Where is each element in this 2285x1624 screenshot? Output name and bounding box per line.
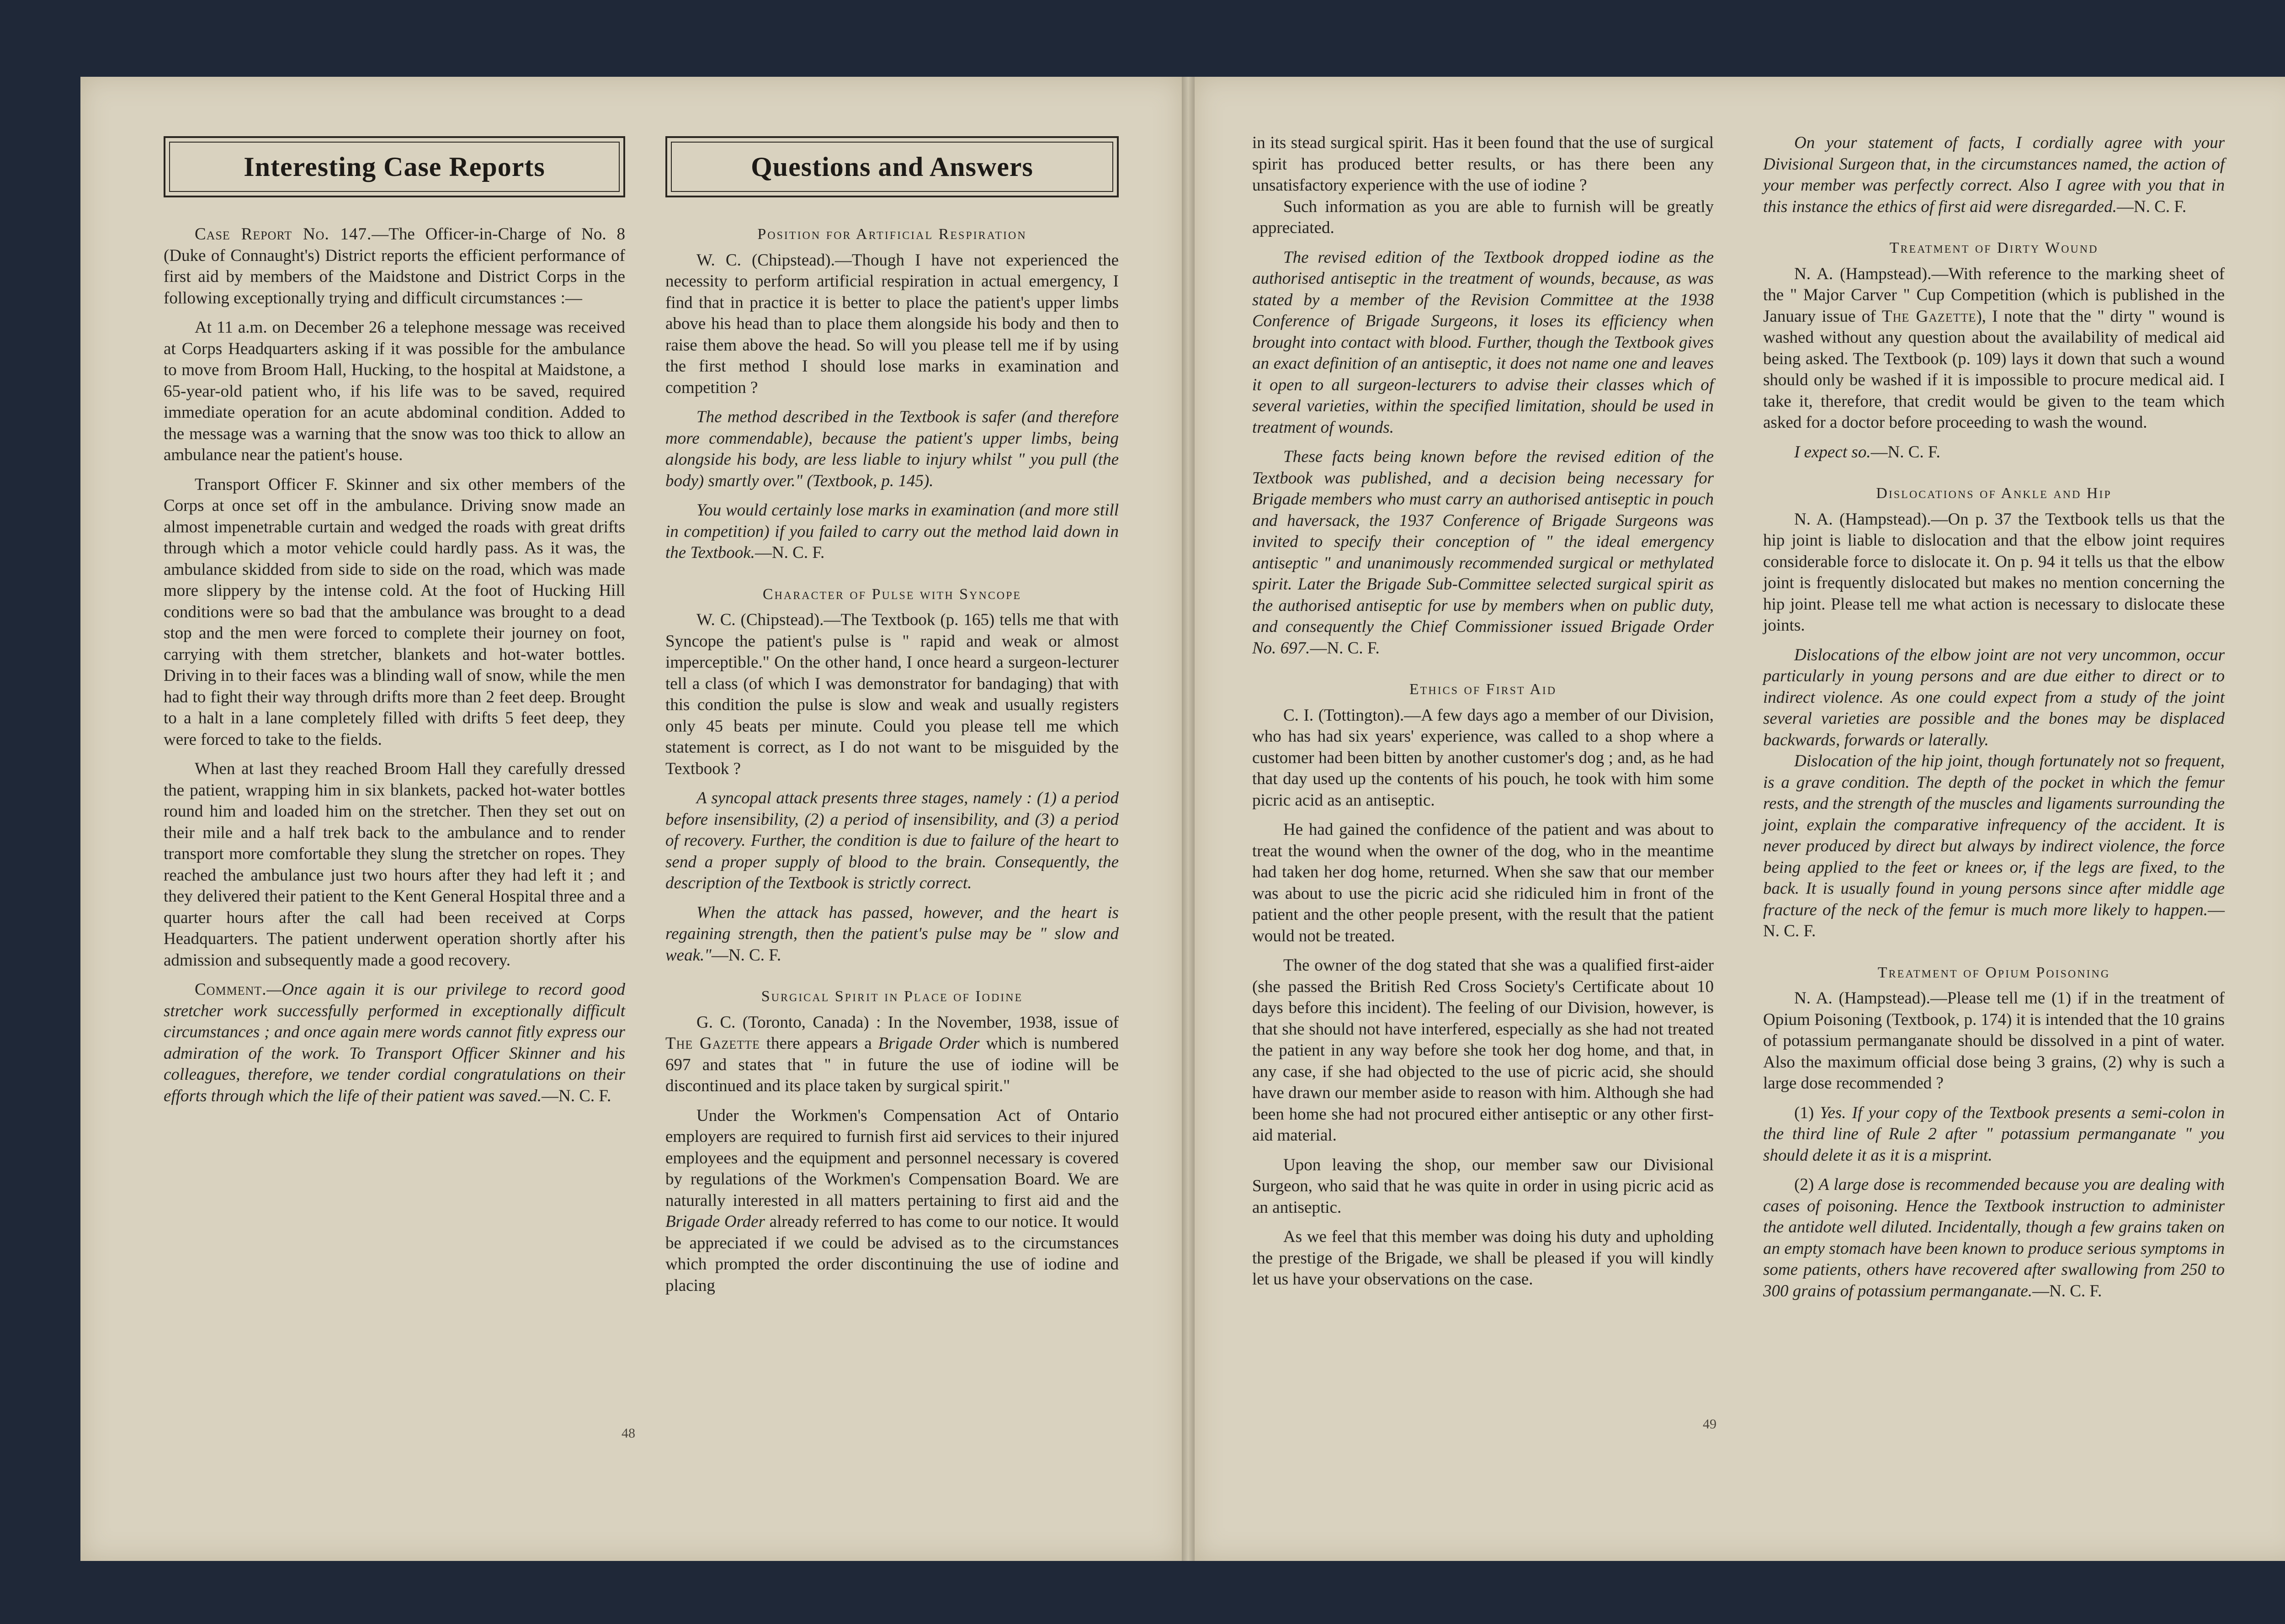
answer-text: The revised edition of the Textbook dropped iodine as the authorised antiseptic in the treatment of wounds, because, as was stated by a member of the Revision Committee at the 1938 Conference of Brigade Surgeons, it loses its efficiency when brought into contact with blood. Further, though the Textbook gives an exact definition of an antiseptic, it does not name one and leaves it open to all surgeon-lecturers to advise their classes which of several varieties, within the specified limitation, should be used in treatment of wounds. (1252, 248, 1714, 437)
qa-column-left (665, 224, 1119, 1296)
page-number-right: 49 (1703, 1417, 1716, 1432)
section-title: Treatment of Opium Poisoning (1877, 964, 2110, 981)
answer-text: These facts being known before the revised edition of the Textbook was published, and a decision being necessary for Brigade members who must carry an authorised antiseptic in pouch and haversack, the 1937 Conference of Brigade Surgeons was invited to specify their conception of " the ideal emergency antiseptic " and unanimously recommended surgical or methylated spirit. Later the Brigade Sub-Committee selected surgical spirit as the authorised antiseptic for use by members when on public duty, and consequently the Chief Commissioner issued Brigade Order No. 697.—N. C. F. (1252, 447, 1714, 658)
question-text: He had gained the confidence of the patient and was about to treat the wound when the owner of the dog, who in the meantime had taken her dog home, returned. When she saw that our member was about to use the picric acid she ridiculed him in front of the patient and the other people present, with the result that the patient would not be treated. (1252, 820, 1714, 945)
section-title: Treatment of Dirty Wound (1889, 239, 2099, 256)
answer-text: When the attack has passed, however, and the heart is regaining strength, then the patient's pulse may be " slow and weak."—N. C. F. (665, 903, 1119, 965)
answer-text: On your statement of facts, I cordially agree with your Divisional Surgeon that, in the circumstances named, the action of your member was perfectly correct. Also I agree with you that in this instance the ethics of first aid were disregarded.—N. C. F. (1763, 133, 2225, 216)
answer-text: (1) Yes. If your copy of the Textbook presents a semi-colon in the third line of Rule 2 after " potassium permanganate " you should delete it as it is a misprint. (1763, 1103, 2225, 1165)
section-title: Dislocations of Ankle and Hip (1876, 485, 2112, 502)
question-text: N. A. (Hampstead).—Please tell me (1) if in the treatment of Opium Poisoning (Textbook, p. 174) it is intended that the 10 grains of potassium permanganate should be dissolved in a pint of water. Also the maximum official dose being 3 grains, (2) why is such a large dose recommended ? (1763, 989, 2225, 1093)
qa-column-right-1 (1252, 133, 1714, 1290)
answer-text: You would certainly lose marks in examination (and more still in competition) if you failed to carry out the method laid down in the Textbook.—N. C. F. (665, 501, 1119, 562)
page-number-left: 48 (622, 1426, 635, 1441)
question-text: Upon leaving the shop, our member saw our Divisional Surgeon, who said that he was quite in order in using picric acid as an antiseptic. (1252, 1155, 1714, 1217)
answer-text: A syncopal attack presents three stages, namely : (1) a period before insensibility, (2) a period of insensibility, and (3) a period of recovery. Further, the condition is due to failure of the heart to send a proper supply of blood to the brain. Consequently, the description of the Textbook is strictly correct. (665, 789, 1119, 892)
question-text: N. A. (Hampstead).—With reference to the marking sheet of the " Major Carver " Cup Competition (which is published in the January issue of The Gazette), I note that the " dirty " wound is washed without any question about the availability of medical aid being asked. The Textbook (p. 109) lays it down that such a wound should only be washed if it is impossible to procure medical aid. I take it, therefore, that credit would be given to the team which asked for a doctor before proceeding to wash the wound. (1763, 264, 2225, 432)
section-title: Position for Artificial Respiration (757, 226, 1027, 243)
question-text: As we feel that this member was doing his duty and upholding the prestige of the Brigade, we shall be pleased if you will kindly let us have your observations on the case. (1252, 1227, 1714, 1289)
case-report-paragraph: At 11 a.m. on December 26 a telephone message was received at Corps Headquarters asking if it was possible for the ambulance to move from Broom Hall, Hucking, to the hospital at Maidstone, a 65-year-old patient who, if his life was to be saved, required immediate operation for an acute abdominal condition. Added to the message was a warning that the snow was too thick to allow an ambulance near the patient's house. (164, 318, 625, 464)
section-title: Ethics of First Aid (1409, 681, 1557, 698)
case-reports-heading: Interesting Case Reports (244, 151, 545, 182)
case-reports-heading-box (164, 136, 625, 197)
case-report-paragraph: When at last they reached Broom Hall they carefully dressed the patient, wrapping him in six blankets, packed hot-water bottles round him and loaded him on the stretcher. Then they set out on their mile and a half trek back to the ambulance and to render transport more comfortable they slung the stretcher on ropes. They reached the ambulance just two hours after they had left it ; and they delivered their patient to the Kent General Hospital three and a quarter hours after the call had been received at Corps Headquarters. The patient underwent operation shortly after his admission and subsequently made a good recovery. (164, 759, 625, 970)
qa-heading: Questions and Answers (751, 151, 1033, 182)
answer-text: I expect so.—N. C. F. (1794, 442, 1940, 462)
case-report-paragraph: Transport Officer F. Skinner and six other members of the Corps at once set off in the ambulance. Driving snow made an almost impenetrable curtain and wedged the roads with great drifts through which a motor vehicle could hardly pass. As it was, the ambulance skidded from side to side on the road, which was made more slippery by the intense cold. At the foot of Hucking Hill conditions were so bad that the ambulance was brought to a dead stop and the men were forced to complete their journey on foot, carrying with them stretcher, blankets and hot-water bottles. Driving in to their faces was a blinding wall of snow, while the men had to fight their way through drifts more than 2 feet deep. Brought to a halt in a lane completely filled with drifts 5 feet deep, they were forced to take to the fields. (164, 475, 625, 749)
answer-text: The method described in the Textbook is safer (and therefore more commendable), because the patient's upper limbs, being alongside his body, are less liable to injury whilst " you pull (the body) smartly over." (Textbook, p. 145). (665, 408, 1119, 490)
book-gutter (1182, 77, 1195, 1561)
question-text: The owner of the dog stated that she was a qualified first-aider (she passed the British Red Cross Society's Certificate about 10 days before this incident). The feeling of our Division, however, is that she should not have interfered, especially as she had not treated the patient in any way before she took her dog home, and that, in any case, if she had objected to the use of picric acid, she should have drawn our member aside to reason with him. Although she had been home she had not procured either antiseptic or any other first-aid material. (1252, 956, 1714, 1145)
qa-column-right-2 (1763, 133, 2225, 1302)
case-report-intro: Case Report No. 147.—The Officer-in-Charge of No. 8 (Duke of Connaught's) District reports the efficient performance of first aid by members of the Maidstone and District Corps in the following exceptionally trying and difficult circumstances :— (164, 225, 625, 308)
question-text: Such information as you are able to furnish will be greatly appreciated. (1252, 197, 1714, 237)
question-text: in its stead surgical spirit. Has it been found that the use of surgical spirit has produced better results, or has there been any unsatisfactory experience with the use of iodine ? (1252, 133, 1714, 195)
question-text: C. I. (Tottington).—A few days ago a member of our Division, who has had six years' experience, was called to a shop where a customer had been bitten by another customer's dog ; and, as he had that day used up the contents of his pouch, he took with him some picric acid as an antiseptic. (1252, 706, 1714, 810)
case-reports-column (164, 224, 625, 1107)
section-title: Character of Pulse with Syncope (762, 585, 1022, 603)
question-text: N. A. (Hampstead).—On p. 37 the Textbook tells us that the hip joint is liable to dislocation and that the elbow joint requires considerable force to dislocate it. On p. 94 it tells us that the elbow joint is frequently dislocated but makes no mention concerning the hip joint. Please tell me what action is necessary to dislocate these joints. (1763, 509, 2225, 635)
question-text: W. C. (Chipstead).—The Textbook (p. 165) tells me that with Syncope the patient's pulse is " rapid and weak or almost imperceptible." On the other hand, I once heard a surgeon-lecturer tell a class (of which I was demonstrator for bandaging) that with this condition the pulse is slow and weak and usually registers only 45 beats per minute. Could you please tell me which statement is correct, as I do not want to be misguided by the Textbook ? (665, 610, 1119, 778)
case-report-comment: Comment.—Once again it is our privilege to record good stretcher work successfully performed in exceptionally difficult circumstances ; and once again mere words cannot fitly express our admiration of the work. To Transport Officer Skinner and his colleagues, therefore, we tender cordial congratulations on their efforts through which the life of their patient was saved.—N. C. F. (164, 980, 625, 1105)
question-text: W. C. (Chipstead).—Though I have not experienced the necessity to perform artificial respiration in actual emergency, I find that in practice it is better to place the patient's upper limbs above his head than to place them alongside his body and then to raise them above the head. So will you please tell me if by using the first method I should lose marks in examination and competition ? (665, 250, 1119, 397)
section-title: Surgical Spirit in Place of Iodine (761, 988, 1023, 1005)
question-text: G. C. (Toronto, Canada) : In the November, 1938, issue of The Gazette there appears a Brigade Order which is numbered 697 and states that " in future the use of iodine will be discontinued and its place taken by surgical spirit." (665, 1013, 1119, 1095)
answer-text: (2) A large dose is recommended because you are dealing with cases of poisoning. Hence the Textbook instruction to administer the antidote well diluted. Incidentally, though a few grains taken on an empty stomach have been known to produce serious symptoms in some patients, others have recovered after swallowing from 250 to 300 grains of potassium permanganate.—N. C. F. (1763, 1175, 2225, 1300)
question-text: Under the Workmen's Compensation Act of Ontario employers are required to furnish first aid services to their injured employees and the equipment and personnel necessary is covered by regulations of the Workmen's Compensation Board. We are naturally interested in all matters pertaining to first aid and the Brigade Order already referred to has come to our notice. It would be appreciated if we could be advised as to the circumstances which prompted the order discontinuing the use of iodine and placing (665, 1106, 1119, 1295)
answer-text: Dislocations of the elbow joint are not very uncommon, occur particularly in young persons and are due either to direct or to indirect violence. As one could expect from a study of the joint several varieties are possible and the bones may be displaced backwards, forwards or laterally. (1763, 645, 2225, 749)
qa-heading-box (665, 136, 1119, 197)
answer-text: Dislocation of the hip joint, though fortunately not so frequent, is a grave condition. The depth of the pocket in which the femur rests, and the strength of the muscles and ligaments surrounding the joint, explain the comparative infrequency of the accident. It is never produced by direct but always by indirect violence, the force being applied to the feet or knees or, if the legs are fixed, to the back. It is usually found in young persons since after middle age fracture of the neck of the femur is much more likely to happen.—N. C. F. (1763, 752, 2225, 940)
